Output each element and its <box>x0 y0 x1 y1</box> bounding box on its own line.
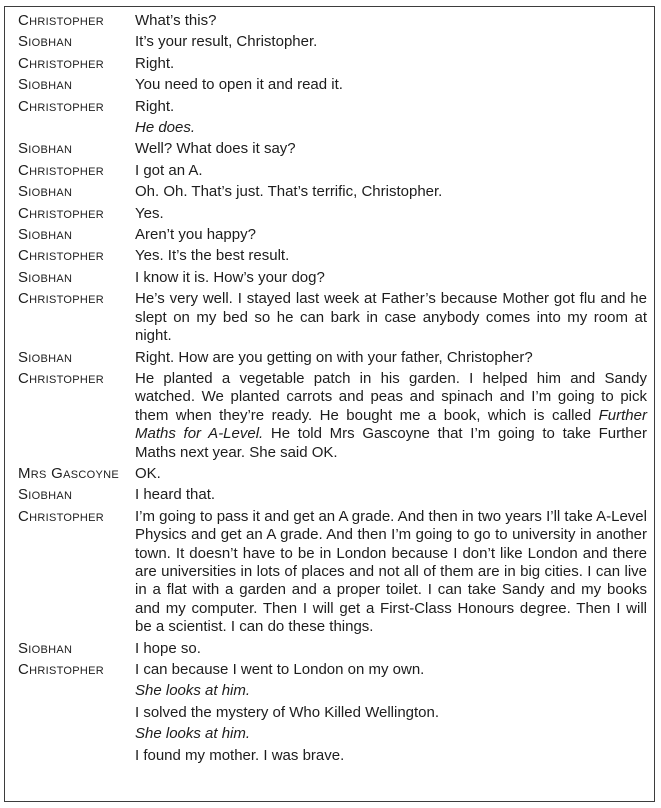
dialogue-text <box>135 508 647 637</box>
speaker-name: Christopher <box>18 507 105 525</box>
speaker-name: Siobhan <box>18 183 73 201</box>
speaker-name: Christopher <box>18 247 105 265</box>
text-segment: I know it is. How’s your dog? <box>135 268 325 286</box>
italic-text-segment: She looks at him. <box>135 725 251 743</box>
dialogue-text <box>135 704 647 722</box>
dialogue-row <box>18 704 647 722</box>
text-segment: Well? What does it say? <box>135 140 296 158</box>
italic-text-segment: He does. <box>135 119 196 137</box>
dialogue-row <box>18 247 647 265</box>
speaker-name: Christopher <box>18 369 105 387</box>
stage-direction <box>135 725 647 743</box>
dialogue-row <box>18 183 647 201</box>
dialogue-row <box>18 508 647 637</box>
text-segment: Right. <box>135 97 175 115</box>
text-segment: I found my mother. I was brave. <box>135 746 345 764</box>
dialogue-text <box>135 247 647 265</box>
speaker-name: Siobhan <box>18 268 73 286</box>
dialogue-row <box>18 370 647 462</box>
dialogue-row <box>18 205 647 223</box>
text-segment: I heard that. <box>135 486 216 504</box>
dialogue-row <box>18 226 647 244</box>
dialogue-row <box>18 465 647 483</box>
text-segment: What’s this? <box>135 12 217 29</box>
speaker-name: Christopher <box>18 161 105 179</box>
speaker-name: Christopher <box>18 204 105 222</box>
dialogue-row <box>18 162 647 180</box>
dialogue-row <box>18 290 647 345</box>
speaker-name: Christopher <box>18 97 105 115</box>
speaker-name: Christopher <box>18 54 105 72</box>
dialogue-row <box>18 140 647 158</box>
dialogue-row <box>18 119 647 137</box>
speaker-name: Christopher <box>18 12 105 29</box>
dialogue-row <box>18 76 647 94</box>
speaker-name: Siobhan <box>18 140 73 158</box>
italic-text-segment: She looks at him. <box>135 682 251 700</box>
dialogue-text <box>135 140 647 158</box>
dialogue-text <box>135 183 647 201</box>
dialogue-row <box>18 55 647 73</box>
text-segment: Aren’t you happy? <box>135 226 256 244</box>
text-segment: Right. How are you getting on with your father, Christopher? <box>135 348 533 366</box>
text-segment: He planted a vegetable patch in his garden. I helped him and Sandy watched. We planted carrots and peas and spinach and I’m going to pick them when they’re ready. He bought me a book, which is called <box>135 369 647 424</box>
text-segment: I got an A. <box>135 161 203 179</box>
text-segment: Yes. It’s the best result. <box>135 247 290 265</box>
dialogue-row <box>18 12 647 30</box>
text-segment: It’s your result, Christopher. <box>135 33 318 51</box>
text-segment: Right. <box>135 54 175 72</box>
dialogue-text <box>135 98 647 116</box>
dialogue-text <box>135 640 647 658</box>
dialogue-text <box>135 269 647 287</box>
script-page <box>4 6 655 802</box>
text-segment: Oh. Oh. That’s just. That’s terrific, Christopher. <box>135 183 443 201</box>
dialogue-text <box>135 162 647 180</box>
speaker-name: Christopher <box>18 661 105 678</box>
speaker-name: Christopher <box>18 290 105 308</box>
dialogue-text <box>135 465 647 483</box>
dialogue-text <box>135 76 647 94</box>
dialogue-text <box>135 290 647 345</box>
dialogue-text <box>135 12 647 30</box>
italic-text-segment: Further Maths for A-Level. <box>135 406 647 443</box>
dialogue-text <box>135 226 647 244</box>
dialogue-row <box>18 640 647 658</box>
dialogue-row <box>18 269 647 287</box>
dialogue-script <box>18 12 647 765</box>
dialogue-row <box>18 725 647 743</box>
stage-direction <box>135 682 647 700</box>
speaker-name: Siobhan <box>18 33 73 51</box>
text-segment: He’s very well. I stayed last week at Father’s because Mother got flu and he slept on my bed so he can bark in case anybody comes into my room at night. <box>135 290 647 345</box>
dialogue-row <box>18 661 647 679</box>
dialogue-text <box>135 55 647 73</box>
text-segment: I can because I went to London on my own. <box>135 661 425 678</box>
dialogue-text <box>135 33 647 51</box>
text-segment: He told Mrs Gascoyne that I’m going to take Further Maths next year. She said OK. <box>135 425 647 461</box>
dialogue-text <box>135 349 647 367</box>
text-segment: OK. <box>135 464 161 482</box>
dialogue-text <box>135 370 647 462</box>
dialogue-row <box>18 98 647 116</box>
speaker-name: Siobhan <box>18 639 73 657</box>
dialogue-row <box>18 486 647 504</box>
text-segment: You need to open it and read it. <box>135 76 343 94</box>
dialogue-row <box>18 747 647 765</box>
stage-direction <box>135 119 647 137</box>
speaker-name: Mrs Gascoyne <box>18 464 120 482</box>
dialogue-row <box>18 349 647 367</box>
dialogue-row <box>18 33 647 51</box>
speaker-name: Siobhan <box>18 486 73 504</box>
dialogue-text <box>135 747 647 765</box>
dialogue-text <box>135 486 647 504</box>
dialogue-row <box>18 682 647 700</box>
text-segment: I solved the mystery of Who Killed Wellington. <box>135 703 440 721</box>
text-segment: I’m going to pass it and get an A grade. And then in two years I’ll take A-Level Physics and get an A grade. And then I’m going to go to university in another town. It doesn’t have to be in London because I don’t like London and there are universities in lots of places and not all of them are in big cities. I can live in a flat with a garden and a proper toilet. I can take Sandy and my books and my computer. Then I will get a First-Class Honours degree. Then I will be a scientist. I can do these things. <box>135 507 647 636</box>
speaker-name: Siobhan <box>18 76 73 94</box>
dialogue-text <box>135 661 647 679</box>
speaker-name: Siobhan <box>18 226 73 244</box>
dialogue-text <box>135 205 647 223</box>
speaker-name: Siobhan <box>18 348 73 366</box>
text-segment: Yes. <box>135 204 164 222</box>
text-segment: I hope so. <box>135 639 201 657</box>
